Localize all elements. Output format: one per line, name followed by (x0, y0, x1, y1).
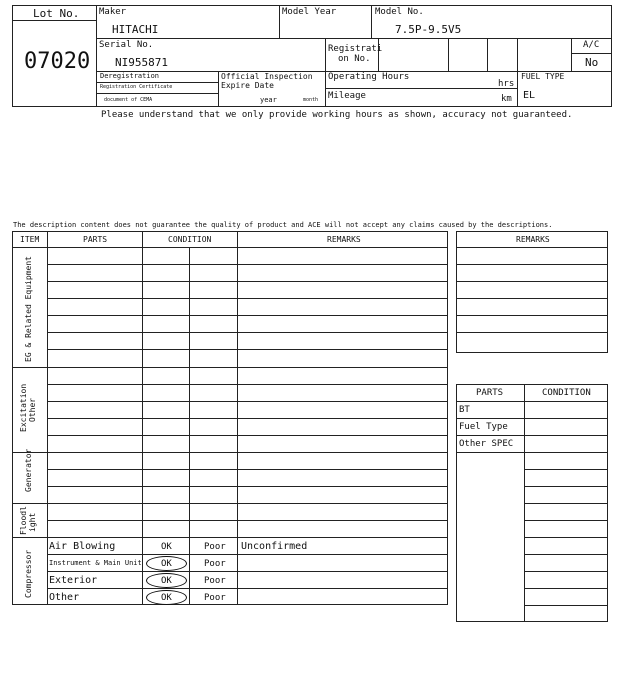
condition-header: CONDITION (168, 235, 212, 244)
poor-option: Poor (204, 559, 226, 569)
registration-certificate-label: Registration Certificate (100, 84, 173, 90)
divider (571, 53, 612, 54)
divider (487, 38, 488, 71)
row-line (524, 571, 608, 572)
ok-circle-mark (146, 590, 187, 605)
hours-notice: Please understand that we only provide working hours as shown, accuracy not guaranteed. (101, 110, 573, 120)
section-label-compressor: Compressor (24, 549, 33, 598)
official-inspection-label-1: Official Inspection (221, 72, 313, 81)
fuel-type-label: FUEL TYPE (521, 72, 565, 81)
fuel-type-value: EL (523, 90, 536, 101)
divider (371, 5, 372, 38)
deregistration-label: Deregistration (100, 72, 160, 80)
row-line (456, 298, 608, 299)
divider (96, 5, 97, 107)
divider (12, 247, 448, 248)
serial-no-value: NI955871 (115, 56, 168, 69)
row-line (456, 418, 608, 419)
registration-label-2: on No. (338, 54, 371, 64)
section-label-floodlight-2: ight (28, 512, 37, 532)
divider (325, 88, 517, 89)
row-line (47, 298, 448, 299)
divider (571, 38, 572, 71)
parts-header: PARTS (83, 235, 108, 244)
row-line (47, 435, 448, 436)
row-line (47, 315, 448, 316)
compressor-part: Exterior (49, 575, 98, 586)
section-divider (12, 452, 448, 453)
row-line (524, 605, 608, 606)
serial-no-label: Serial No. (99, 40, 154, 50)
row-line (524, 588, 608, 589)
document-of-cema-label: document of CEMA (104, 97, 153, 103)
poor-option: Poor (204, 542, 226, 552)
ok-option: OK (161, 542, 172, 552)
row-line (47, 401, 448, 402)
maker-label: Maker (99, 7, 127, 17)
row-line (47, 486, 448, 487)
compressor-part: Air Blowing (49, 541, 116, 552)
section-label-floodlight: Floodl (19, 506, 28, 535)
row-line (524, 537, 608, 538)
model-year-label: Model Year (282, 7, 337, 17)
operating-hours-label: Operating Hours (328, 72, 410, 82)
row-line (47, 520, 448, 521)
side-row-label: BT (459, 405, 470, 415)
row-line (456, 281, 608, 282)
right-remarks-header: REMARKS (516, 235, 550, 244)
row-line (524, 520, 608, 521)
row-line (47, 384, 448, 385)
side-row-label: Fuel Type (459, 422, 508, 432)
model-no-label: Model No. (375, 7, 424, 17)
registration-label-1: Registrati (328, 44, 383, 54)
ok-option: OK (161, 576, 172, 586)
section-label-excitation: Excitation (19, 383, 28, 432)
row-line (456, 264, 608, 265)
row-line (47, 554, 448, 555)
disclaimer: The description content does not guarantee the quality of product and ACE will not accept any claims caused by the descriptions. (13, 221, 553, 229)
section-label-eg: EG & Related Equipment (24, 256, 33, 362)
row-line (524, 503, 608, 504)
maker-value: HITACHI (112, 23, 159, 36)
row-line (47, 281, 448, 282)
row-line (524, 554, 608, 555)
ok-option: OK (161, 559, 172, 569)
right-remarks-table (456, 231, 608, 353)
section-divider (12, 537, 448, 538)
hrs-label: hrs (498, 79, 515, 89)
year-label: year (260, 96, 277, 104)
divider (12, 20, 96, 21)
side-parts-header: PARTS (476, 388, 504, 398)
row-line (47, 469, 448, 470)
row-line (47, 349, 448, 350)
row-line (456, 452, 608, 453)
divider (189, 247, 190, 605)
row-line (524, 486, 608, 487)
divider (218, 71, 219, 107)
lot-no-label: Lot No. (33, 7, 80, 20)
remark-text: Unconfirmed (241, 541, 308, 552)
row-line (456, 401, 608, 402)
section-label-excitation-other: Other (28, 397, 37, 422)
divider (517, 38, 518, 107)
divider (96, 82, 218, 83)
row-line (456, 332, 608, 333)
side-condition-header: CONDITION (542, 388, 591, 398)
ac-value: No (585, 56, 599, 69)
side-row-label: Other SPEC (459, 439, 514, 449)
lot-no-value: 07020 (24, 49, 91, 74)
section-divider (12, 503, 448, 504)
ok-circle-mark (146, 556, 187, 571)
divider (378, 38, 379, 71)
divider (279, 5, 280, 38)
row-line (47, 264, 448, 265)
divider (325, 38, 326, 107)
item-header: ITEM (20, 235, 40, 244)
row-line (47, 588, 448, 589)
model-no-value: 7.5P-9.5V5 (395, 23, 462, 36)
section-label-generator: Generator (24, 448, 33, 492)
compressor-part: Other (49, 592, 80, 603)
row-line (47, 418, 448, 419)
row-line (524, 469, 608, 470)
remarks-header: REMARKS (327, 235, 361, 244)
row-line (456, 315, 608, 316)
compressor-part: Instrument & Main Unit (49, 559, 142, 567)
row-line (47, 332, 448, 333)
poor-option: Poor (204, 593, 226, 603)
month-label: month (303, 97, 319, 103)
row-line (456, 435, 608, 436)
header-frame (12, 5, 612, 107)
ok-option: OK (161, 593, 172, 603)
poor-option: Poor (204, 576, 226, 586)
ac-label: A/C (583, 40, 600, 50)
divider (448, 38, 449, 71)
ok-circle-mark (146, 573, 187, 588)
mileage-label: Mileage (328, 91, 366, 101)
divider (96, 38, 612, 39)
section-divider (12, 367, 448, 368)
km-label: km (501, 94, 512, 104)
divider (96, 93, 218, 94)
official-inspection-label-2: Expire Date (221, 81, 274, 90)
row-line (456, 247, 608, 248)
row-line (47, 571, 448, 572)
